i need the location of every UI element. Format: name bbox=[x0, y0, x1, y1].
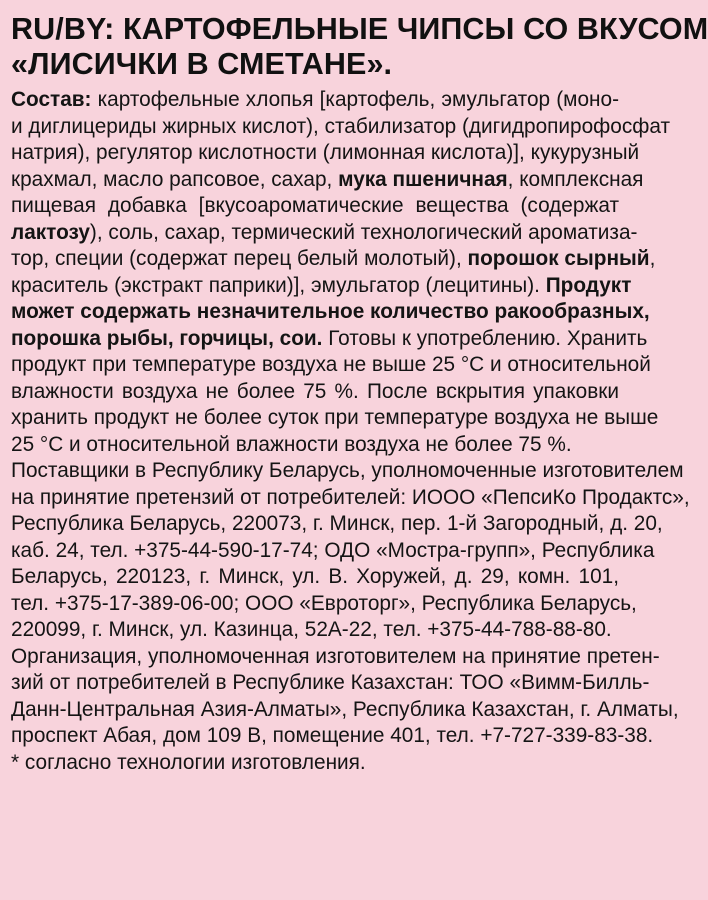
text-line bbox=[11, 193, 619, 220]
text-line bbox=[11, 405, 659, 432]
title-line-2: «ЛИСИЧКИ В СМЕТАНЕ». bbox=[11, 47, 393, 81]
text-line bbox=[11, 352, 651, 379]
text-line bbox=[11, 326, 648, 353]
bold-text-segment: порошок сырный bbox=[467, 247, 650, 270]
title-line-1: RU/BY: КАРТОФЕЛЬНЫЕ ЧИПСЫ СО ВКУСОМ bbox=[11, 12, 708, 46]
text-segment: натрия), регулятор кислотности (лимонная кислота)], кукурузный bbox=[11, 141, 640, 164]
product-title bbox=[11, 12, 708, 82]
text-line bbox=[11, 511, 663, 538]
bold-text-segment: может содержать незначительное количество ракообразных, bbox=[11, 300, 650, 323]
text-segment: краситель (экстракт паприки)], эмульгатор (лецитины). bbox=[11, 273, 546, 297]
text-line bbox=[11, 246, 656, 273]
text-line bbox=[11, 538, 655, 565]
text-segment: тел. +375-17-389-06-00; ООО «Евроторг», Республика Беларусь, bbox=[11, 591, 637, 615]
text-segment: 25 °С и относительной влажности воздуха не более 75 %. bbox=[11, 432, 572, 456]
text-segment: картофельные хлопья [картофель, эмульгатор (моно- bbox=[91, 88, 619, 111]
text-segment: продукт при температуре воздуха не выше 25 °С и относительной bbox=[11, 353, 651, 376]
text-line bbox=[11, 697, 679, 724]
text-segment: Поставщики в Республику Беларусь, уполномоченные изготовителем bbox=[11, 459, 684, 482]
text-segment: Республика Беларусь, 220073, г. Минск, пер. 1-й Загородный, д. 20, bbox=[11, 512, 663, 535]
text-segment: влажности воздуха не более 75 %. После вскрытия упаковки bbox=[11, 379, 619, 403]
text-segment: пищевая добавка [вкусоароматические вещества (содержат bbox=[11, 194, 619, 217]
text-line bbox=[11, 723, 654, 750]
text-segment: тор, специи (содержат перец белый молотый), bbox=[11, 247, 468, 270]
text-segment: * согласно технологии изготовления. bbox=[11, 750, 366, 774]
text-segment: Данн-Центральная Азия-Алматы», Республика Казахстан, г. Алматы, bbox=[11, 697, 679, 721]
text-segment: , bbox=[649, 247, 656, 270]
text-line bbox=[11, 458, 684, 485]
text-segment: проспект Абая, дом 109 В, помещение 401, тел. +7-727-339-83-38. bbox=[11, 724, 654, 747]
text-segment: каб. 24, тел. +375-44-590-17-74; ОДО «Мостра-групп», Республика bbox=[11, 538, 655, 562]
text-line bbox=[11, 485, 690, 512]
text-segment: крахмал, масло рапсовое, сахар, bbox=[11, 167, 339, 191]
text-segment: хранить продукт не более суток при температуре воздуха не выше bbox=[11, 406, 659, 429]
text-line bbox=[11, 670, 650, 697]
text-line bbox=[11, 591, 637, 618]
bold-text-segment: лактозу bbox=[11, 220, 90, 244]
text-line bbox=[11, 564, 619, 591]
label-body-text bbox=[11, 87, 690, 776]
text-segment: и диглицериды жирных кислот), стабилизатор (дигидропирофосфат bbox=[11, 114, 670, 138]
bold-text-segment: Состав: bbox=[11, 88, 92, 111]
text-line bbox=[11, 114, 670, 141]
text-segment: 220099, г. Минск, ул. Казинца, 52А-22, тел. +375-44-788-88-80. bbox=[11, 618, 612, 641]
bold-text-segment: мука пшеничная bbox=[338, 167, 508, 191]
text-segment: ), соль, сахар, термический технологический ароматиза- bbox=[89, 220, 638, 244]
text-line bbox=[11, 644, 660, 671]
text-line bbox=[11, 167, 644, 194]
text-line bbox=[11, 140, 640, 167]
text-segment: , комплексная bbox=[507, 167, 644, 191]
text-segment: Беларусь, 220123, г. Минск, ул. В. Хоружей, д. 29, комн. 101, bbox=[11, 565, 619, 588]
text-line bbox=[11, 87, 619, 114]
text-line bbox=[11, 299, 650, 326]
text-segment: Организация, уполномоченная изготовителем на принятие претен- bbox=[11, 644, 660, 668]
text-segment: зий от потребителей в Республике Казахстан: ТОО «Вимм-Билль- bbox=[11, 671, 650, 694]
bold-text-segment: Продукт bbox=[545, 273, 632, 297]
text-line bbox=[11, 617, 619, 644]
bold-text-segment: порошка рыбы, горчицы, сои. bbox=[11, 326, 323, 350]
text-line bbox=[11, 220, 638, 247]
text-line bbox=[11, 273, 632, 300]
text-segment: на принятие претензий от потребителей: ИООО «ПепсиКо Продактс», bbox=[11, 485, 690, 509]
text-line bbox=[11, 379, 619, 406]
text-line bbox=[11, 432, 619, 459]
text-line bbox=[11, 750, 619, 777]
text-segment: Готовы к употреблению. Хранить bbox=[322, 326, 648, 350]
